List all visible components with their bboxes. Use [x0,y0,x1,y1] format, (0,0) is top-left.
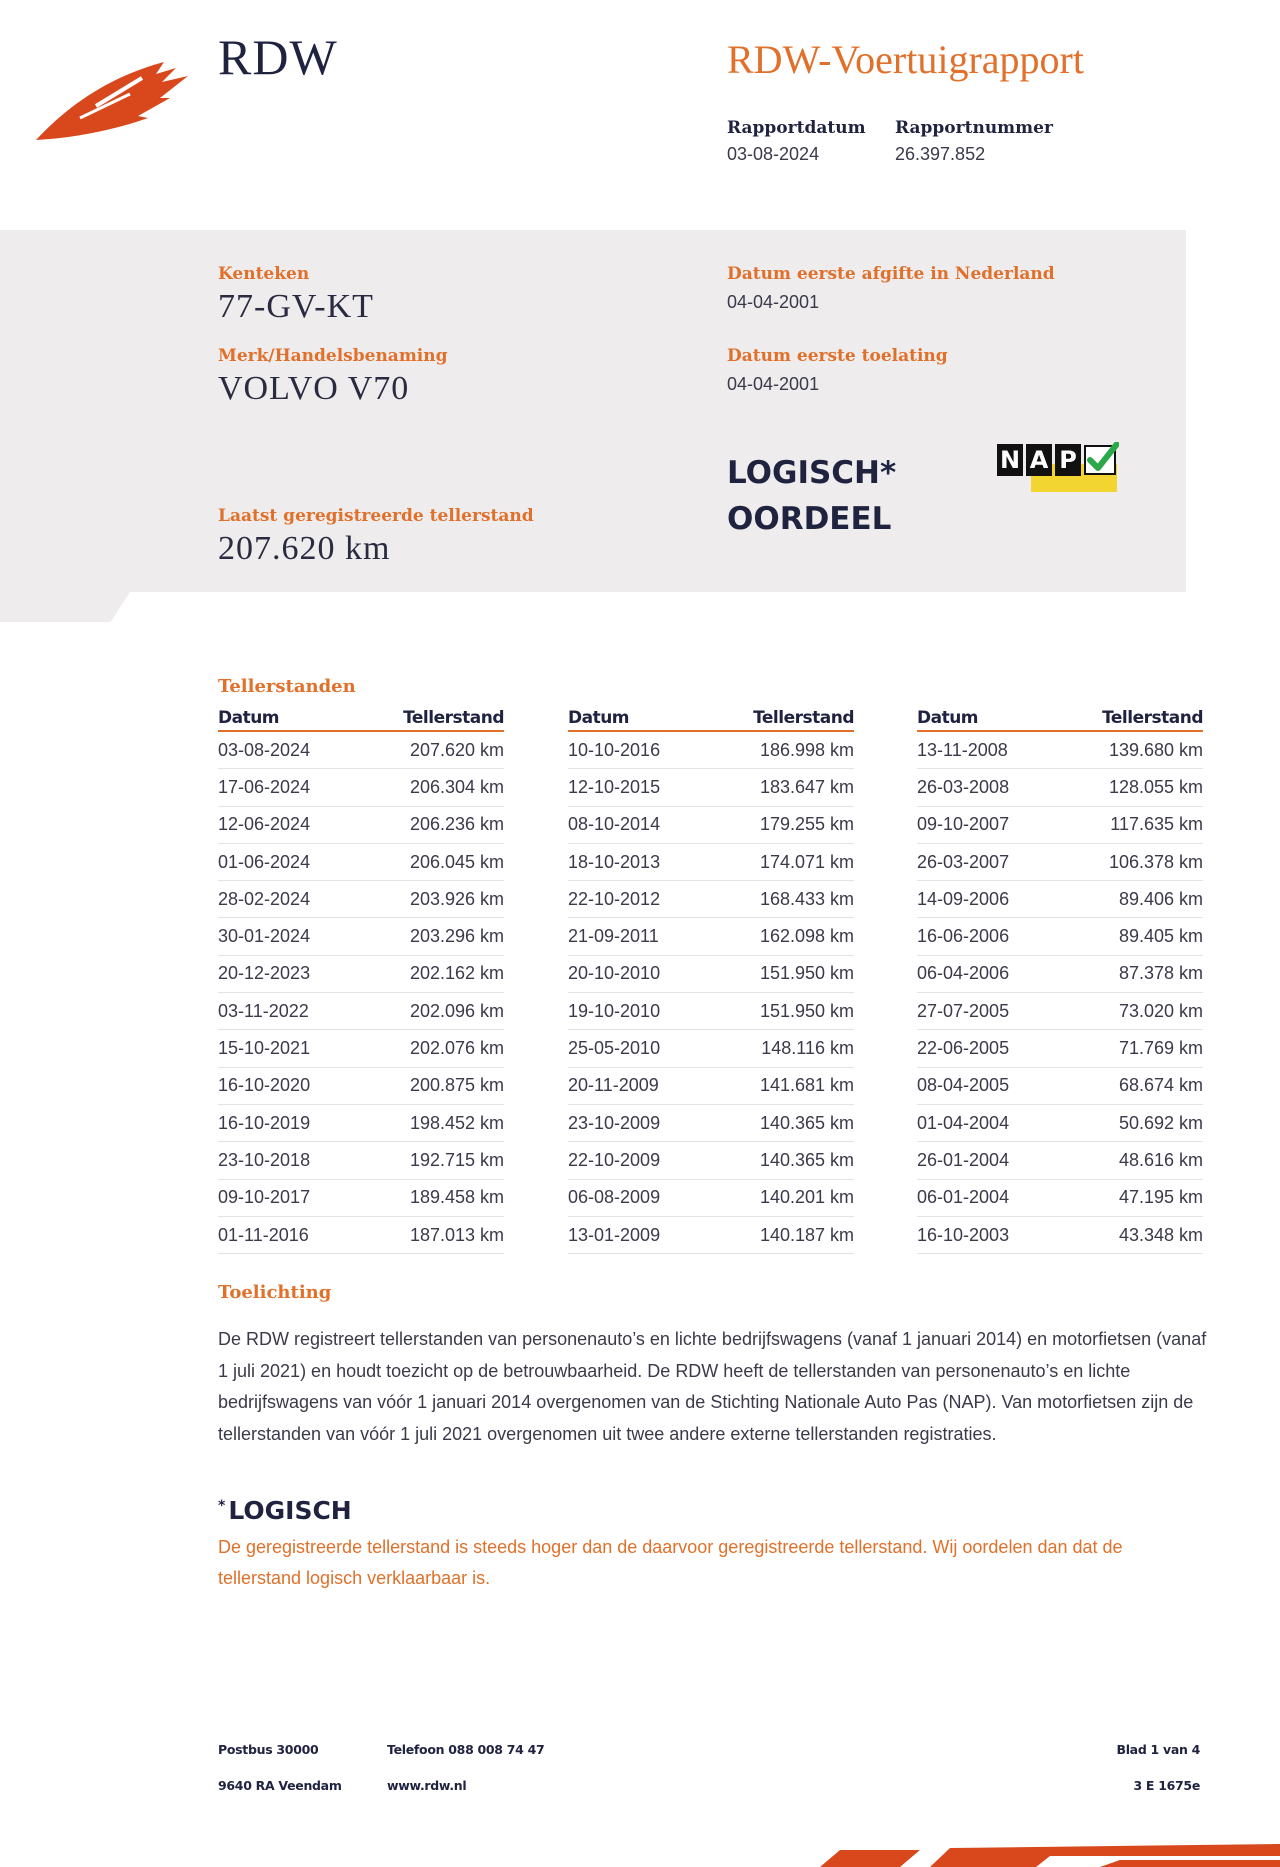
reading-km: 140.201 km [759,1187,854,1208]
reading-km: 206.236 km [409,814,504,835]
reading-date: 26-03-2007 [917,851,1010,872]
col-reading-header: Tellerstand [1102,708,1203,728]
table-row [917,956,1203,993]
reading-date: 06-01-2004 [917,1187,1010,1208]
table-row [917,1030,1203,1067]
table-row [568,1180,854,1217]
table-row [218,993,504,1030]
reading-km: 89.405 km [1118,926,1203,947]
readings-rows [568,732,854,1254]
reading-date: 08-10-2014 [568,814,661,835]
reading-km: 186.998 km [759,739,854,760]
table-row [568,844,854,881]
reading-date: 03-11-2022 [218,1000,309,1021]
footer-website[interactable]: www.rdw.nl [387,1778,467,1793]
reading-date: 21-09-2011 [568,926,659,947]
reading-km: 71.769 km [1118,1038,1203,1059]
table-row [568,956,854,993]
reading-date: 28-02-2024 [218,888,311,909]
plate-value: 77-GV-KT [218,288,374,325]
reading-date: 25-05-2010 [568,1038,661,1059]
table-row [917,1180,1203,1217]
reading-km: 43.348 km [1118,1224,1203,1245]
table-row [917,732,1203,769]
reading-date: 01-06-2024 [218,851,311,872]
table-row [218,732,504,769]
footer-postbus: Postbus 30000 [218,1742,319,1757]
reading-km: 140.365 km [759,1149,854,1170]
explanation-title: Toelichting [218,1282,332,1303]
first-admission-label: Datum eerste toelating [727,346,948,366]
reading-km: 206.045 km [409,851,504,872]
readings-column-2 [568,708,854,1254]
reading-km: 151.950 km [759,963,854,984]
table-row [917,769,1203,806]
reading-km: 183.647 km [759,776,854,797]
reading-km: 140.187 km [759,1224,854,1245]
reading-date: 08-04-2005 [917,1075,1010,1096]
first-admission-value: 04-04-2001 [727,374,820,394]
reading-km: 200.875 km [409,1075,504,1096]
reading-date: 22-06-2005 [917,1038,1010,1059]
reading-date: 20-10-2010 [568,963,661,984]
reading-km: 50.692 km [1118,1112,1203,1133]
reading-date: 30-01-2024 [218,926,311,947]
reading-date: 06-08-2009 [568,1187,661,1208]
reading-date: 20-11-2009 [568,1075,659,1096]
table-row [218,1030,504,1067]
col-reading-header: Tellerstand [753,708,854,728]
table-row [917,881,1203,918]
nap-letter-p: P [1055,444,1081,476]
reading-date: 12-10-2015 [568,776,661,797]
odometer-field [218,506,534,568]
panel-corner-decoration [0,592,130,622]
col-date-header: Datum [568,708,630,728]
reading-date: 27-07-2005 [917,1000,1010,1021]
reading-km: 207.620 km [409,739,504,760]
table-row [218,918,504,955]
col-date-header: Datum [218,708,280,728]
report-date-block [727,118,866,165]
reading-date: 09-10-2017 [218,1187,311,1208]
table-row [218,769,504,806]
table-row [218,956,504,993]
brand-name: RDW [218,29,338,85]
reading-km: 162.098 km [759,926,854,947]
reading-km: 106.378 km [1108,851,1203,872]
col-reading-header: Tellerstand [403,708,504,728]
table-row [917,1142,1203,1179]
table-row [568,1142,854,1179]
table-row [568,807,854,844]
table-row [218,1105,504,1142]
table-row [568,1068,854,1105]
readings-header [917,708,1203,732]
reading-km: 117.635 km [1110,814,1203,835]
reading-date: 16-10-2003 [917,1224,1010,1245]
reading-date: 22-10-2009 [568,1149,661,1170]
table-row [218,1180,504,1217]
table-row [917,993,1203,1030]
table-row [568,881,854,918]
reading-km: 174.071 km [759,851,854,872]
make-value: VOLVO V70 [218,370,410,407]
reading-km: 68.674 km [1118,1075,1203,1096]
table-row [218,844,504,881]
reading-date: 14-09-2006 [917,888,1010,909]
readings-column-3 [917,708,1203,1254]
reading-km: 202.076 km [409,1038,504,1059]
reading-date: 10-10-2016 [568,739,661,760]
reading-date: 16-06-2006 [917,926,1010,947]
footer-code: 3 E 1675e [1133,1778,1200,1793]
table-row [917,844,1203,881]
checkmark-icon [1083,442,1119,476]
readings-header [568,708,854,732]
table-row [218,1217,504,1254]
reading-km: 198.452 km [409,1112,504,1133]
readings-rows [218,732,504,1254]
nap-letter-n: N [997,444,1023,476]
reading-km: 48.616 km [1118,1149,1203,1170]
table-row [568,993,854,1030]
make-label: Merk/Handelsbenaming [218,346,448,366]
table-row [917,1217,1203,1254]
reading-km: 87.378 km [1118,963,1203,984]
reading-date: 12-06-2024 [218,814,311,835]
odometer-value: 207.620 km [218,530,391,567]
report-number-label: Rapportnummer [895,118,1053,138]
plate-label: Kenteken [218,264,310,284]
readings-title: Tellerstanden [218,676,356,697]
nap-badge [997,444,1119,494]
reading-km: 203.296 km [409,926,504,947]
readings-header [218,708,504,732]
col-date-header: Datum [917,708,979,728]
reading-km: 148.116 km [761,1038,854,1059]
reading-date: 23-10-2018 [218,1149,311,1170]
reading-date: 15-10-2021 [218,1038,311,1059]
reading-date: 09-10-2007 [917,814,1010,835]
reading-km: 89.406 km [1118,888,1203,909]
table-row [917,1068,1203,1105]
first-nl-field [727,264,1055,313]
first-nl-label: Datum eerste afgifte in Nederland [727,264,1055,284]
logisch-text: De geregistreerde tellerstand is steeds hoger dan de daarvoor geregistreerde tellerstand. Wij oordelen dan dat de tellerstand logisch verklaarbaar is. [218,1537,1123,1588]
report-date-label: Rapportdatum [727,118,866,138]
reading-date: 26-01-2004 [917,1149,1010,1170]
table-row [218,807,504,844]
reading-km: 203.926 km [409,888,504,909]
reading-km: 128.055 km [1108,776,1203,797]
reading-km: 168.433 km [759,888,854,909]
table-row [568,769,854,806]
table-row [568,1217,854,1254]
reading-km: 202.162 km [409,963,504,984]
reading-date: 16-10-2019 [218,1112,311,1133]
table-row [218,881,504,918]
reading-km: 187.013 km [409,1224,504,1245]
first-nl-value: 04-04-2001 [727,292,820,312]
reading-date: 17-06-2024 [218,776,311,797]
table-row [218,1068,504,1105]
reading-km: 139.680 km [1108,739,1203,760]
logisch-heading [218,1496,352,1525]
reading-date: 26-03-2008 [917,776,1010,797]
reading-km: 151.950 km [759,1000,854,1021]
footer-city: 9640 RA Veendam [218,1778,342,1793]
reading-date: 06-04-2006 [917,963,1010,984]
reading-date: 18-10-2013 [568,851,661,872]
reading-km: 179.255 km [759,814,854,835]
readings-column-1 [218,708,504,1254]
reading-km: 73.020 km [1118,1000,1203,1021]
nap-letter-a: A [1026,444,1052,476]
make-field [218,346,448,408]
first-admission-field [727,346,948,395]
report-number-block [895,118,1053,165]
reading-date: 16-10-2020 [218,1075,311,1096]
footer-page: Blad 1 van 4 [1116,1742,1200,1757]
nap-letters [997,444,1081,476]
plate-field [218,264,374,326]
reading-date: 01-11-2016 [218,1224,309,1245]
report-title: RDW-Voertuigrapport [727,37,1084,82]
table-row [568,732,854,769]
readings-rows [917,732,1203,1254]
verdict-line2: OORDEEL [727,501,892,537]
verdict [727,450,896,542]
reading-km: 206.304 km [409,776,504,797]
reading-date: 23-10-2009 [568,1112,661,1133]
reading-km: 202.096 km [409,1000,504,1021]
odometer-label: Laatst geregistreerde tellerstand [218,506,534,526]
reading-date: 20-12-2023 [218,963,311,984]
table-row [568,918,854,955]
reading-date: 22-10-2012 [568,888,661,909]
reading-km: 141.681 km [759,1075,854,1096]
rdw-logo-icon [34,58,194,144]
reading-km: 47.195 km [1118,1187,1203,1208]
table-row [568,1105,854,1142]
logisch-star: * [218,1498,226,1514]
reading-date: 19-10-2010 [568,1000,661,1021]
report-date: 03-08-2024 [727,144,820,164]
table-row [218,1142,504,1179]
bottom-stripes-decoration [800,1842,1280,1867]
table-row [917,1105,1203,1142]
table-row [568,1030,854,1067]
logisch-title: LOGISCH [228,1496,352,1525]
report-number: 26.397.852 [895,144,986,164]
verdict-line1: LOGISCH* [727,455,897,491]
footer-phone: Telefoon 088 008 74 47 [387,1742,545,1757]
reading-date: 13-01-2009 [568,1224,661,1245]
reading-date: 03-08-2024 [218,739,311,760]
reading-km: 140.365 km [759,1112,854,1133]
reading-km: 192.715 km [409,1149,504,1170]
reading-km: 189.458 km [409,1187,504,1208]
reading-date: 01-04-2004 [917,1112,1010,1133]
reading-date: 13-11-2008 [917,739,1008,760]
table-row [917,807,1203,844]
table-row [917,918,1203,955]
explanation-text: De RDW registreert tellerstanden van personenauto’s en lichte bedrijfswagens (vanaf 1 januari 2014) en motorfietsen (vanaf 1 juli 2021) en houdt toezicht op de betrouwbaarheid. De RDW heeft de tellerstanden van personenauto’s en lichte bedrijfswagens van vóór 1 januari 2014 overgenomen van de Stichting Nationale Auto Pas (NAP). Van motorfietsen zijn de tellerstanden van vóór 1 juli 2021 overgenomen uit twee andere externe tellerstanden registraties. [218,1329,1207,1444]
